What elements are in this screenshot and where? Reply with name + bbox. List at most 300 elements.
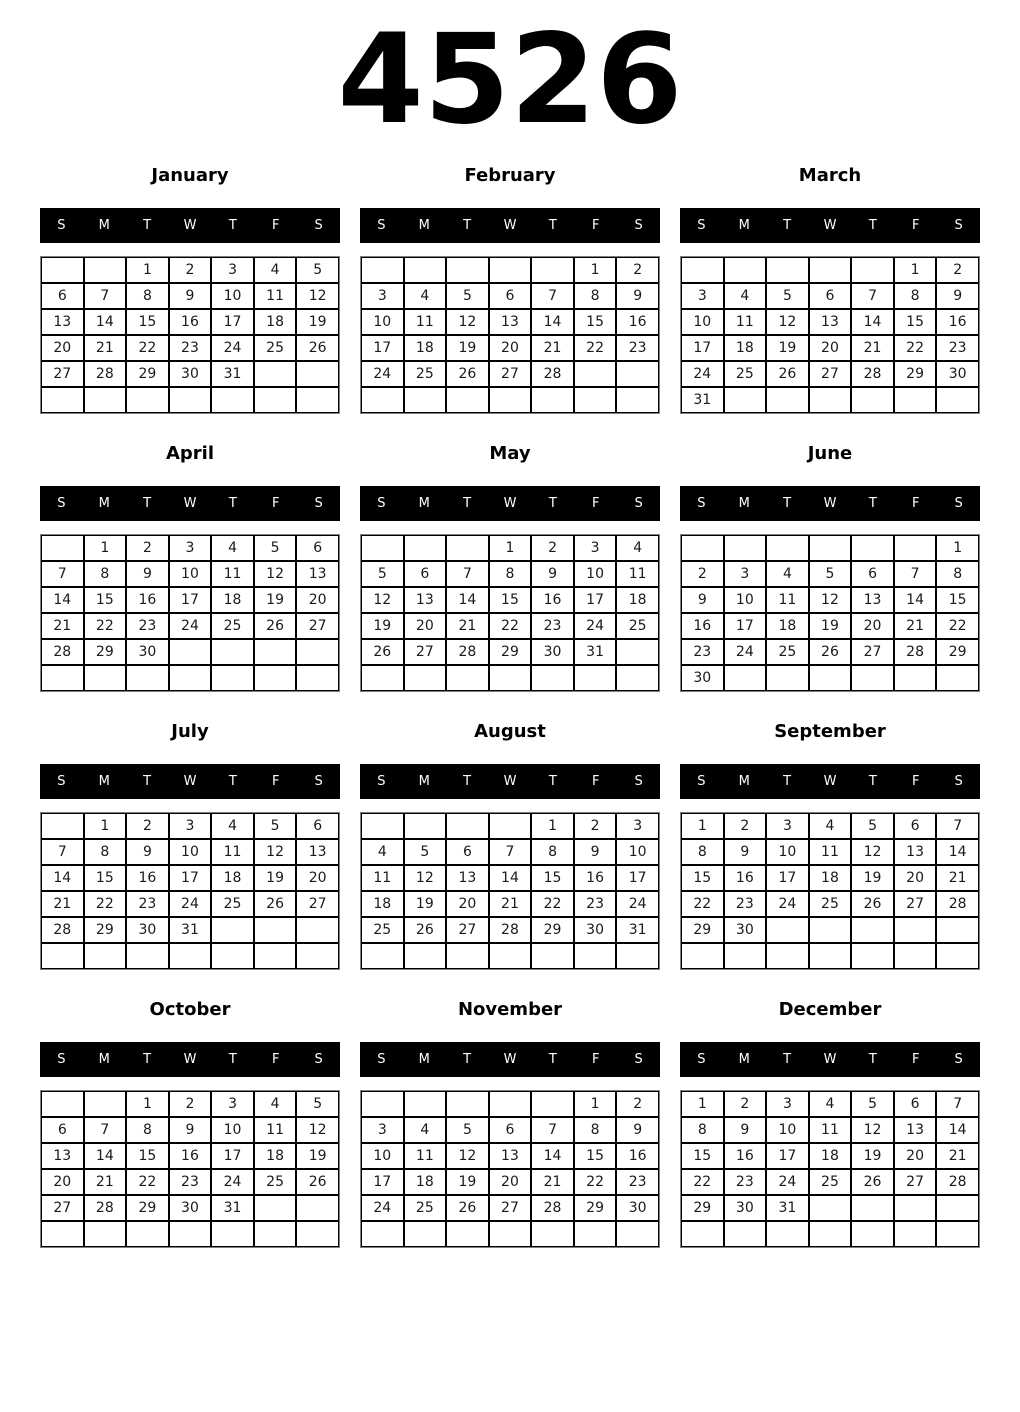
day-cell: 3 [211, 1091, 254, 1117]
empty-day-cell [936, 387, 979, 413]
day-cell: 20 [41, 1169, 84, 1195]
empty-day-cell [296, 361, 339, 387]
empty-day-cell [766, 943, 809, 969]
empty-day-cell [766, 257, 809, 283]
weekday-label: T [868, 774, 877, 789]
empty-day-cell [489, 387, 532, 413]
week-row [681, 283, 979, 309]
empty-day-cell [894, 665, 937, 691]
empty-day-cell [894, 387, 937, 413]
day-cell: 16 [169, 1143, 212, 1169]
day-cell: 2 [616, 257, 659, 283]
day-cell: 21 [936, 1143, 979, 1169]
day-cell: 7 [41, 561, 84, 587]
week-row [361, 535, 659, 561]
week-row [361, 917, 659, 943]
empty-day-cell [254, 639, 297, 665]
empty-day-cell [766, 387, 809, 413]
day-cell: 21 [41, 613, 84, 639]
empty-day-cell [531, 943, 574, 969]
day-cell: 29 [894, 361, 937, 387]
weekday-label: W [503, 774, 517, 789]
empty-day-cell [616, 639, 659, 665]
day-cell: 20 [446, 891, 489, 917]
weekday-label: S [697, 218, 706, 233]
day-cell: 27 [404, 639, 447, 665]
week-row [361, 361, 659, 387]
date-grid [680, 534, 980, 692]
week-row [681, 257, 979, 283]
day-cell: 22 [681, 1169, 724, 1195]
day-cell: 10 [681, 309, 724, 335]
day-cell: 17 [681, 335, 724, 361]
month-block [40, 994, 340, 1272]
day-cell: 28 [84, 1195, 127, 1221]
day-cell: 16 [126, 865, 169, 891]
day-cell: 31 [681, 387, 724, 413]
day-cell: 12 [809, 587, 852, 613]
day-cell: 15 [681, 1143, 724, 1169]
month-name: April [165, 442, 215, 464]
date-grid-body [681, 257, 979, 413]
day-cell: 6 [404, 561, 447, 587]
day-cell: 29 [489, 639, 532, 665]
day-cell: 9 [531, 561, 574, 587]
day-cell: 28 [936, 1169, 979, 1195]
weekday-label: S [954, 774, 963, 789]
week-row [41, 309, 339, 335]
day-cell: 8 [126, 283, 169, 309]
day-cell: 22 [936, 613, 979, 639]
day-cell: 26 [809, 639, 852, 665]
day-cell: 1 [126, 257, 169, 283]
day-cell: 3 [766, 1091, 809, 1117]
day-cell: 21 [894, 613, 937, 639]
weekday-label: F [911, 218, 920, 233]
empty-day-cell [531, 387, 574, 413]
months-grid [0, 160, 1020, 1272]
day-cell: 16 [616, 1143, 659, 1169]
weekday-header [680, 486, 980, 521]
day-cell: 26 [766, 361, 809, 387]
empty-day-cell [809, 917, 852, 943]
day-cell: 27 [894, 1169, 937, 1195]
date-grid-body [681, 1091, 979, 1247]
day-cell: 24 [361, 361, 404, 387]
day-cell: 16 [531, 587, 574, 613]
empty-day-cell [126, 665, 169, 691]
empty-day-cell [404, 535, 447, 561]
empty-day-cell [84, 1091, 127, 1117]
empty-day-cell [809, 943, 852, 969]
empty-day-cell [404, 1091, 447, 1117]
day-cell: 27 [809, 361, 852, 387]
day-cell: 15 [84, 587, 127, 613]
day-cell: 24 [169, 891, 212, 917]
day-cell: 24 [211, 335, 254, 361]
date-grid-body [41, 535, 339, 691]
weekday-label: S [57, 774, 66, 789]
day-cell: 23 [126, 891, 169, 917]
day-cell: 30 [126, 639, 169, 665]
day-cell: 28 [531, 361, 574, 387]
day-cell: 7 [936, 813, 979, 839]
day-cell: 15 [84, 865, 127, 891]
day-cell: 24 [724, 639, 767, 665]
day-cell: 22 [489, 613, 532, 639]
empty-day-cell [724, 1221, 767, 1247]
empty-day-cell [851, 1221, 894, 1247]
weekday-label: F [911, 496, 920, 511]
month-name: May [489, 442, 531, 464]
day-cell: 5 [446, 283, 489, 309]
day-cell: 29 [126, 1195, 169, 1221]
empty-day-cell [84, 943, 127, 969]
date-grid-body [41, 257, 339, 413]
weekday-label: W [503, 496, 517, 511]
weekday-label: T [783, 218, 792, 233]
day-cell: 28 [936, 891, 979, 917]
empty-day-cell [211, 387, 254, 413]
day-cell: 14 [446, 587, 489, 613]
month-block [680, 160, 980, 438]
day-cell: 9 [169, 1117, 212, 1143]
empty-day-cell [211, 917, 254, 943]
weekday-label: S [954, 218, 963, 233]
day-cell: 29 [84, 639, 127, 665]
weekday-label: W [183, 774, 197, 789]
day-cell: 3 [766, 813, 809, 839]
day-cell: 12 [851, 839, 894, 865]
empty-day-cell [894, 943, 937, 969]
day-cell: 9 [724, 1117, 767, 1143]
day-cell: 13 [446, 865, 489, 891]
day-cell: 2 [169, 257, 212, 283]
month-name: March [798, 164, 862, 186]
day-cell: 14 [84, 309, 127, 335]
day-cell: 30 [724, 1195, 767, 1221]
empty-day-cell [254, 361, 297, 387]
week-row [361, 943, 659, 969]
empty-day-cell [446, 943, 489, 969]
empty-day-cell [446, 665, 489, 691]
day-cell: 18 [254, 309, 297, 335]
day-cell: 20 [296, 865, 339, 891]
day-cell: 27 [296, 891, 339, 917]
week-row [681, 1117, 979, 1143]
day-cell: 19 [446, 1169, 489, 1195]
day-cell: 21 [84, 335, 127, 361]
day-cell: 30 [616, 1195, 659, 1221]
week-row [41, 1195, 339, 1221]
day-cell: 7 [41, 839, 84, 865]
empty-day-cell [574, 361, 617, 387]
month-block [40, 716, 340, 994]
day-cell: 6 [894, 1091, 937, 1117]
day-cell: 7 [894, 561, 937, 587]
weekday-label: T [868, 218, 877, 233]
empty-day-cell [254, 943, 297, 969]
weekday-label: S [954, 1052, 963, 1067]
empty-day-cell [851, 257, 894, 283]
weekday-label: F [911, 774, 920, 789]
day-cell: 21 [489, 891, 532, 917]
day-cell: 28 [894, 639, 937, 665]
weekday-label: S [634, 774, 643, 789]
weekday-header [40, 764, 340, 799]
date-grid-body [361, 257, 659, 413]
weekday-label: T [463, 496, 472, 511]
day-cell: 5 [809, 561, 852, 587]
empty-day-cell [211, 1221, 254, 1247]
date-grid-body [361, 535, 659, 691]
week-row [41, 283, 339, 309]
day-cell: 28 [489, 917, 532, 943]
empty-day-cell [404, 813, 447, 839]
day-cell: 19 [296, 309, 339, 335]
empty-day-cell [296, 1221, 339, 1247]
empty-day-cell [531, 665, 574, 691]
week-row [41, 813, 339, 839]
empty-day-cell [574, 943, 617, 969]
month-name: June [807, 442, 853, 464]
day-cell: 8 [574, 1117, 617, 1143]
empty-day-cell [446, 535, 489, 561]
empty-day-cell [851, 535, 894, 561]
empty-day-cell [489, 1091, 532, 1117]
day-cell: 17 [766, 1143, 809, 1169]
empty-day-cell [361, 535, 404, 561]
month-name: February [464, 164, 556, 186]
day-cell: 1 [681, 1091, 724, 1117]
empty-day-cell [41, 943, 84, 969]
day-cell: 5 [254, 813, 297, 839]
day-cell: 25 [211, 613, 254, 639]
day-cell: 18 [361, 891, 404, 917]
weekday-label: S [697, 496, 706, 511]
empty-day-cell [851, 943, 894, 969]
day-cell: 11 [404, 1143, 447, 1169]
weekday-label: W [183, 218, 197, 233]
day-cell: 4 [361, 839, 404, 865]
empty-day-cell [766, 917, 809, 943]
weekday-label: M [98, 1052, 110, 1067]
day-cell: 18 [809, 865, 852, 891]
week-row [41, 387, 339, 413]
day-cell: 4 [404, 1117, 447, 1143]
week-row [681, 1221, 979, 1247]
day-cell: 27 [851, 639, 894, 665]
weekday-label: W [823, 218, 837, 233]
day-cell: 5 [296, 1091, 339, 1117]
empty-day-cell [84, 387, 127, 413]
day-cell: 18 [211, 587, 254, 613]
day-cell: 30 [531, 639, 574, 665]
week-row [41, 639, 339, 665]
day-cell: 16 [681, 613, 724, 639]
day-cell: 4 [254, 257, 297, 283]
date-grid [360, 256, 660, 414]
week-row [41, 839, 339, 865]
day-cell: 22 [531, 891, 574, 917]
weekday-label: M [98, 496, 110, 511]
day-cell: 4 [211, 535, 254, 561]
weekday-label: T [783, 496, 792, 511]
day-cell: 27 [446, 917, 489, 943]
week-row [361, 309, 659, 335]
day-cell: 17 [766, 865, 809, 891]
date-grid-body [41, 813, 339, 969]
date-grid-body [361, 1091, 659, 1247]
day-cell: 9 [126, 839, 169, 865]
week-row [361, 813, 659, 839]
day-cell: 12 [404, 865, 447, 891]
day-cell: 16 [724, 865, 767, 891]
weekday-label: T [783, 774, 792, 789]
week-row [41, 1143, 339, 1169]
day-cell: 7 [936, 1091, 979, 1117]
weekday-label: M [418, 1052, 430, 1067]
day-cell: 2 [724, 1091, 767, 1117]
day-cell: 12 [361, 587, 404, 613]
day-cell: 12 [446, 309, 489, 335]
day-cell: 30 [169, 361, 212, 387]
day-cell: 17 [211, 309, 254, 335]
day-cell: 17 [211, 1143, 254, 1169]
empty-day-cell [169, 639, 212, 665]
day-cell: 28 [41, 917, 84, 943]
weekday-header [40, 208, 340, 243]
day-cell: 26 [254, 613, 297, 639]
day-cell: 13 [296, 561, 339, 587]
day-cell: 10 [361, 1143, 404, 1169]
day-cell: 3 [724, 561, 767, 587]
day-cell: 2 [616, 1091, 659, 1117]
day-cell: 7 [531, 1117, 574, 1143]
empty-day-cell [254, 917, 297, 943]
day-cell: 10 [616, 839, 659, 865]
day-cell: 22 [681, 891, 724, 917]
day-cell: 10 [766, 1117, 809, 1143]
empty-day-cell [724, 535, 767, 561]
day-cell: 15 [489, 587, 532, 613]
weekday-label: F [271, 1052, 280, 1067]
day-cell: 15 [574, 309, 617, 335]
weekday-label: S [314, 496, 323, 511]
date-grid [680, 1090, 980, 1248]
weekday-header [680, 208, 980, 243]
day-cell: 24 [169, 613, 212, 639]
day-cell: 17 [361, 335, 404, 361]
empty-day-cell [361, 665, 404, 691]
week-row [681, 561, 979, 587]
day-cell: 18 [404, 1169, 447, 1195]
day-cell: 11 [809, 839, 852, 865]
day-cell: 8 [681, 839, 724, 865]
day-cell: 2 [126, 813, 169, 839]
week-row [681, 1143, 979, 1169]
empty-day-cell [41, 813, 84, 839]
day-cell: 11 [211, 561, 254, 587]
weekday-label: S [697, 1052, 706, 1067]
month-name: October [149, 998, 231, 1020]
day-cell: 1 [84, 813, 127, 839]
empty-day-cell [766, 535, 809, 561]
weekday-label: F [591, 774, 600, 789]
empty-day-cell [616, 943, 659, 969]
empty-day-cell [41, 535, 84, 561]
week-row [361, 1169, 659, 1195]
weekday-label: W [183, 496, 197, 511]
day-cell: 23 [169, 1169, 212, 1195]
empty-day-cell [531, 257, 574, 283]
day-cell: 22 [126, 1169, 169, 1195]
day-cell: 19 [766, 335, 809, 361]
empty-day-cell [126, 387, 169, 413]
day-cell: 7 [446, 561, 489, 587]
weekday-label: S [57, 496, 66, 511]
day-cell: 8 [936, 561, 979, 587]
empty-day-cell [936, 1195, 979, 1221]
day-cell: 6 [41, 283, 84, 309]
date-grid [360, 534, 660, 692]
day-cell: 17 [574, 587, 617, 613]
day-cell: 1 [936, 535, 979, 561]
day-cell: 5 [296, 257, 339, 283]
empty-day-cell [724, 943, 767, 969]
day-cell: 11 [809, 1117, 852, 1143]
month-block [40, 438, 340, 716]
weekday-label: S [314, 218, 323, 233]
day-cell: 6 [41, 1117, 84, 1143]
day-cell: 6 [446, 839, 489, 865]
weekday-header [360, 208, 660, 243]
day-cell: 6 [894, 813, 937, 839]
day-cell: 25 [211, 891, 254, 917]
weekday-label: T [143, 496, 152, 511]
day-cell: 16 [574, 865, 617, 891]
day-cell: 10 [169, 561, 212, 587]
week-row [361, 387, 659, 413]
weekday-label: T [143, 1052, 152, 1067]
day-cell: 17 [724, 613, 767, 639]
day-cell: 17 [361, 1169, 404, 1195]
day-cell: 20 [296, 587, 339, 613]
day-cell: 13 [41, 309, 84, 335]
day-cell: 1 [489, 535, 532, 561]
day-cell: 12 [296, 1117, 339, 1143]
day-cell: 21 [531, 335, 574, 361]
month-block [360, 438, 660, 716]
week-row [361, 1091, 659, 1117]
empty-day-cell [296, 639, 339, 665]
weekday-label: S [57, 218, 66, 233]
week-row [41, 891, 339, 917]
day-cell: 1 [574, 1091, 617, 1117]
weekday-label: S [634, 496, 643, 511]
day-cell: 13 [894, 839, 937, 865]
day-cell: 15 [126, 1143, 169, 1169]
day-cell: 17 [169, 865, 212, 891]
day-cell: 23 [724, 891, 767, 917]
empty-day-cell [851, 387, 894, 413]
empty-day-cell [41, 387, 84, 413]
day-cell: 28 [84, 361, 127, 387]
weekday-header [40, 486, 340, 521]
day-cell: 19 [851, 1143, 894, 1169]
day-cell: 21 [41, 891, 84, 917]
day-cell: 6 [489, 283, 532, 309]
